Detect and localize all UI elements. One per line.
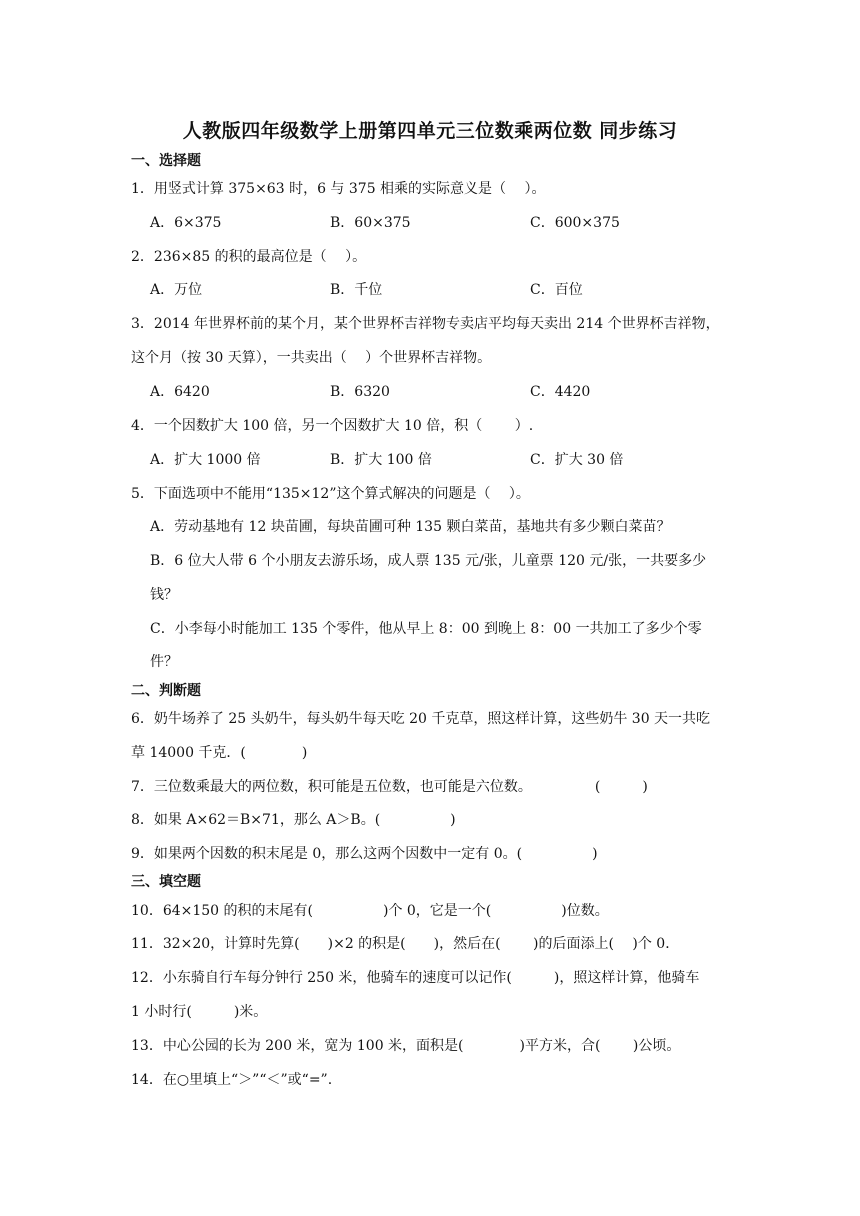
q2-option-a: A．万位 xyxy=(150,282,203,298)
q4-option-b: B．扩大 100 倍 xyxy=(330,452,432,468)
question-8: 8．如果 A×62＝B×71，那么 A＞B。( ) xyxy=(131,812,456,828)
q1-option-a: A．6×375 xyxy=(150,215,222,231)
q1-option-b: B．60×375 xyxy=(330,215,411,231)
question-3-line-1: 3．2014 年世界杯前的某个月，某个世界杯吉祥物专卖店平均每天卖出 214 个世界杯吉祥物， xyxy=(131,316,720,332)
question-7: 7．三位数乘最大的两位数，积可能是五位数，也可能是六位数。 ( ) xyxy=(131,779,648,795)
question-6-line-1: 6．奶牛场养了 25 头奶牛，每头奶牛每天吃 20 千克草，照这样计算，这些奶牛 30 天一共吃 xyxy=(131,711,711,727)
q2-option-c: C．百位 xyxy=(530,282,583,298)
question-5: 5．下面选项中不能用“135×12”这个算式解决的问题是（ ）。 xyxy=(131,486,530,502)
q5-option-b-line-1: B．6 位大人带 6 个小朋友去游乐场，成人票 135 元/张，儿童票 120 元/张，一共要多少 xyxy=(150,553,707,569)
section-heading-fill: 三、填空题 xyxy=(131,874,201,890)
question-3-line-2: 这个月（按 30 天算），一共卖出（ ）个世界杯吉祥物。 xyxy=(131,350,492,366)
question-12-line-1: 12．小东骑自行车每分钟行 250 米，他骑车的速度可以记作( )，照这样计算，他骑车 xyxy=(131,970,700,986)
q5-option-c-line-2: 件？ xyxy=(150,654,178,670)
q4-option-a: A．扩大 1000 倍 xyxy=(150,452,261,468)
question-9: 9．如果两个因数的积末尾是 0，那么这两个因数中一定有 0。( ) xyxy=(131,846,598,862)
section-heading-choice: 一、选择题 xyxy=(131,153,201,169)
q3-option-b: B．6320 xyxy=(330,384,390,400)
page-title: 人教版四年级数学上册第四单元三位数乘两位数 同步练习 xyxy=(182,120,678,142)
question-1: 1．用竖式计算 375×63 时，6 与 375 相乘的实际意义是（ ）。 xyxy=(131,181,546,197)
q2-option-b: B．千位 xyxy=(330,282,383,298)
question-13: 13．中心公园的长为 200 米，宽为 100 米，面积是( )平方米，合( )公顷。 xyxy=(131,1038,681,1054)
question-2: 2．236×85 的积的最高位是（ ）。 xyxy=(131,249,367,265)
question-14: 14．在○里填上“＞”“＜”或“=”. xyxy=(131,1072,333,1088)
q3-option-c: C．4420 xyxy=(530,384,591,400)
question-6-line-2: 草 14000 千克．( ) xyxy=(131,745,308,761)
q4-option-c: C．扩大 30 倍 xyxy=(530,452,624,468)
q5-option-c-line-1: C．小李每小时能加工 135 个零件，他从早上 8：00 到晚上 8：00 一共加工了多少个零 xyxy=(150,621,702,637)
question-12-line-2: 1 小时行( )米。 xyxy=(131,1004,268,1020)
q5-option-b-line-2: 钱？ xyxy=(150,587,178,603)
q5-option-a: A．劳动基地有 12 块苗圃，每块苗圃可种 135 颗白菜苗，基地共有多少颗白菜苗？ xyxy=(150,519,671,535)
q3-option-a: A．6420 xyxy=(150,384,210,400)
q1-option-c: C．600×375 xyxy=(530,215,620,231)
question-10: 10．64×150 的积的末尾有( )个 0，它是一个( )位数。 xyxy=(131,903,609,919)
section-heading-judge: 二、判断题 xyxy=(131,683,201,699)
question-11: 11．32×20，计算时先算( )×2 的积是( )，然后在( )的后面添上( )个 0． xyxy=(131,936,680,952)
question-4: 4．一个因数扩大 100 倍，另一个因数扩大 10 倍，积（ ）. xyxy=(131,418,534,434)
